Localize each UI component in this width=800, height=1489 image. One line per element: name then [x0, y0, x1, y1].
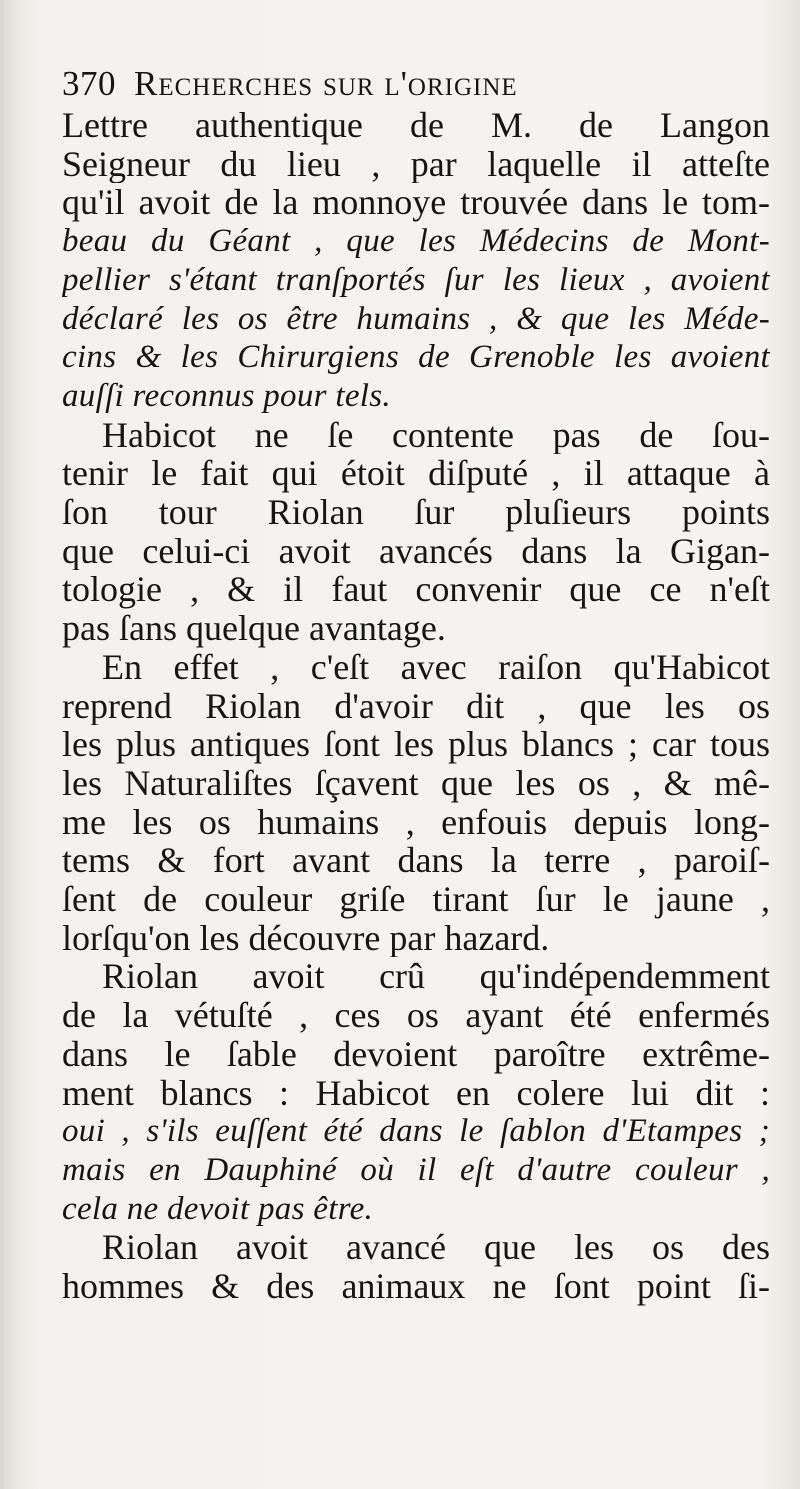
paragraph-start-line: Riolan avoit crû qu'indépendemment — [102, 957, 770, 997]
text-line: reprend Riolan d'avoir dit , que les os — [62, 686, 770, 726]
text-line: les Naturaliſtes ſçavent que les os , & mê- — [62, 763, 770, 803]
text-line: me les os humains , enfouis depuis long- — [62, 802, 770, 842]
text-line: Seigneur du lieu , par laquelle il atteſte — [62, 144, 770, 184]
text-line: pas ſans quelque avantage. — [62, 609, 446, 648]
body-text — [62, 106, 770, 1306]
text-line: hommes & des animaux ne ſont point ſi- — [62, 1267, 770, 1306]
text-line: qu'il avoit de la monnoye trouvée dans le tom- — [62, 183, 770, 223]
paragraph-start-line: En effet , c'eſt avec raiſon qu'Habicot — [102, 647, 770, 687]
text-line: Lettre authentique de M. de Langon — [62, 106, 770, 145]
text-line: mais en Dauphiné où il eſt d'autre couleur , — [62, 1151, 770, 1188]
text-line: dans le ſable devoient paroître extrême- — [62, 1034, 770, 1074]
text-line: que celui-ci avoit avancés dans la Gigan- — [62, 531, 770, 571]
text-line: beau du Géant , que les Médecins de Mont- — [62, 223, 770, 260]
running-header — [62, 62, 770, 106]
paragraph-start-line: Habicot ne ſe contente pas de ſou- — [102, 415, 770, 455]
text-line: pellier s'étant tranſportés ſur les lieux , avoient — [62, 261, 770, 298]
paragraph-start-line: Riolan avoit avancé que les os des — [102, 1228, 770, 1268]
text-line: les plus antiques ſont les plus blancs ; car tous — [62, 725, 770, 764]
text-line: déclaré les os être humains , & que les Méde- — [62, 300, 770, 337]
text-line: ſent de couleur griſe tirant ſur le jaune , — [62, 880, 770, 919]
text-line: lorſqu'on les découvre par hazard. — [62, 918, 550, 958]
running-title: Recherches sur l'origine — [134, 64, 518, 103]
text-line: tems & fort avant dans la terre , paroiſ- — [62, 841, 770, 881]
text-line: de la vétuſté , ces os ayant été enfermés — [62, 996, 770, 1035]
text-line: ſon tour Riolan ſur pluſieurs points — [62, 493, 770, 532]
text-line: auſſi reconnus pour tels. — [62, 377, 391, 414]
text-line: ment blancs : Habicot en colere lui dit : — [62, 1073, 770, 1113]
text-line: cins & les Chirurgiens de Grenoble les avoient — [62, 339, 770, 376]
text-line: tologie , & il faut convenir que ce n'eſt — [62, 570, 770, 610]
text-line: cela ne devoit pas être. — [62, 1190, 374, 1227]
text-line: oui , s'ils euſſent été dans le ſablon d'Etampes ; — [62, 1113, 770, 1150]
page-number: 370 — [62, 64, 116, 103]
text-line: tenir le fait qui étoit diſputé , il attaque à — [62, 454, 770, 494]
